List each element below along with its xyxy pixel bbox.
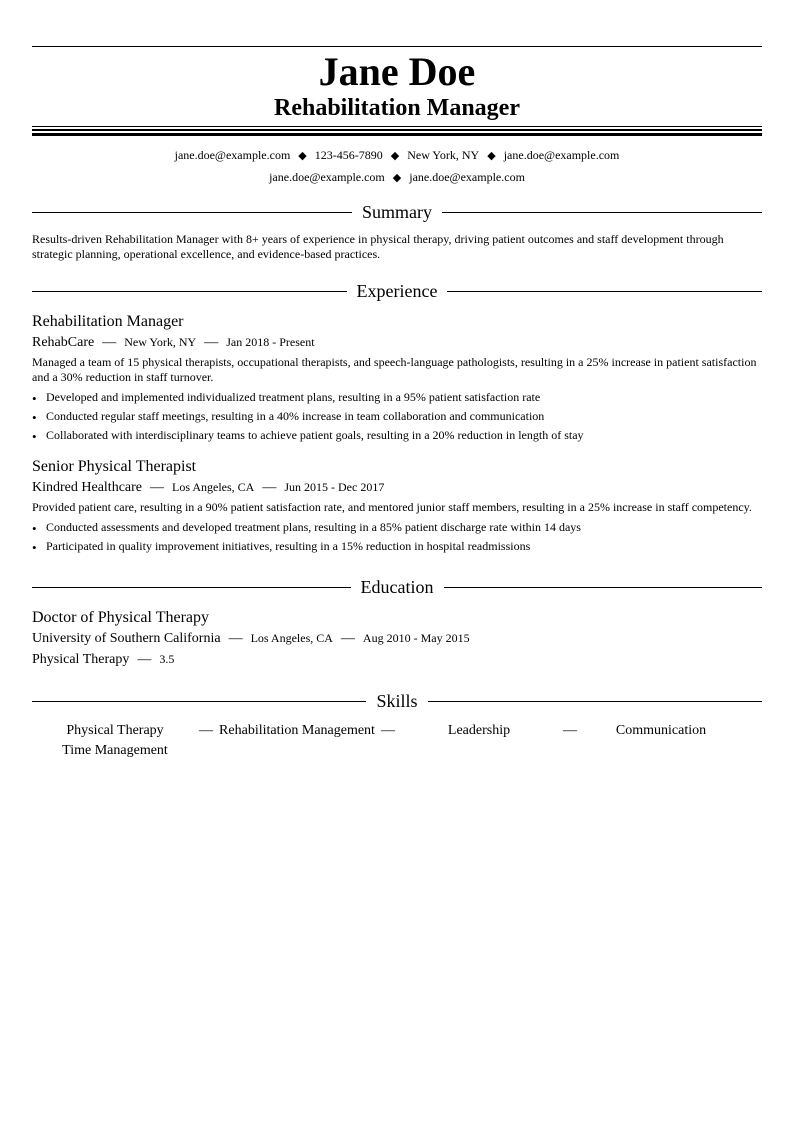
resume-page xyxy=(32,46,762,761)
contact-phone[interactable]: 123-456-7890 xyxy=(314,148,383,162)
dash-separator: — xyxy=(340,631,355,646)
job-title: Rehabilitation Manager xyxy=(32,313,184,330)
skill-item: Communication xyxy=(615,723,707,738)
candidate-name: Jane Doe xyxy=(318,49,476,94)
job-location: New York, NY xyxy=(124,335,197,349)
job-company: RehabCare xyxy=(32,335,95,350)
skill-item: Rehabilitation Management xyxy=(219,723,375,738)
section-title-education: Education xyxy=(360,577,434,597)
experience-entry xyxy=(32,312,762,445)
diamond-icon: ◆ xyxy=(390,150,400,162)
contact-email[interactable]: jane.doe@example.com xyxy=(409,170,525,184)
divider xyxy=(32,212,352,213)
job-bullets xyxy=(32,388,762,445)
list-item: • Participated in quality improvement initiatives, resulting in a 15% reduction in hospital readmissions xyxy=(32,537,762,556)
job-title: Senior Physical Therapist xyxy=(32,458,197,475)
candidate-role: Rehabilitation Manager xyxy=(274,95,520,121)
experience-entry xyxy=(32,457,762,556)
skill-item: Time Management xyxy=(62,743,168,758)
header-rule-thin xyxy=(32,126,762,127)
job-description: Managed a team of 15 physical therapists, occupational therapists, and speech-language pathologists, resulting in a 25% increase in patient satisfaction and a 30% reduction in staff turnover. xyxy=(32,355,757,384)
section-header-education xyxy=(32,576,762,598)
section-title-summary: Summary xyxy=(362,202,432,222)
divider xyxy=(32,587,351,588)
section-header-experience xyxy=(32,280,762,302)
contact-block xyxy=(32,145,762,189)
header-rule-thick xyxy=(32,133,762,136)
education-gpa: 3.5 xyxy=(159,652,175,666)
job-company: Kindred Healthcare xyxy=(32,480,142,495)
contact-line-2 xyxy=(32,167,762,189)
job-location: Los Angeles, CA xyxy=(172,480,255,494)
education-meta xyxy=(32,628,762,649)
dash-separator: — xyxy=(381,723,395,738)
school-location: Los Angeles, CA xyxy=(250,631,333,645)
section-header-skills xyxy=(32,690,762,712)
job-dates: Jan 2018 - Present xyxy=(226,335,315,349)
skill-item: Leadership xyxy=(447,723,511,738)
dash-separator: — xyxy=(563,723,577,738)
job-meta xyxy=(32,332,762,353)
contact-location: New York, NY xyxy=(407,148,480,162)
divider xyxy=(442,212,762,213)
summary-text: Results-driven Rehabilitation Manager with 8+ years of experience in physical therapy, driving patient outcomes and staff development through strategic planning, operational excellence, and evidence-based practices. xyxy=(32,232,724,261)
section-header-summary xyxy=(32,201,762,223)
divider xyxy=(447,291,762,292)
divider xyxy=(32,701,366,702)
dash-separator: — xyxy=(150,480,164,495)
dash-separator: — xyxy=(204,335,219,350)
dash-separator: — xyxy=(228,631,243,646)
header-top-rule xyxy=(32,46,762,47)
skill-item: Physical Therapy xyxy=(66,723,164,738)
degree-title: Doctor of Physical Therapy xyxy=(32,609,209,626)
divider xyxy=(428,701,762,702)
job-dates: Jun 2015 - Dec 2017 xyxy=(284,480,385,494)
dash-separator: — xyxy=(102,335,117,350)
divider xyxy=(444,587,763,588)
dash-separator: — xyxy=(137,652,152,667)
education-dates: Aug 2010 - May 2015 xyxy=(362,631,470,645)
section-title-experience: Experience xyxy=(356,281,438,301)
list-item: • Conducted regular staff meetings, resulting in a 40% increase in team collaboration and communication xyxy=(32,407,762,426)
dash-separator: — xyxy=(262,480,277,495)
diamond-icon: ◆ xyxy=(487,150,496,162)
contact-line-1 xyxy=(32,145,762,167)
diamond-icon: ◆ xyxy=(392,172,402,184)
list-item: • Collaborated with interdisciplinary teams to achieve patient goals, resulting in a 20% reduction in length of stay xyxy=(32,426,762,445)
dash-separator: — xyxy=(199,723,213,738)
diamond-icon: ◆ xyxy=(298,150,307,162)
skills-list xyxy=(32,721,762,761)
school-name: University of Southern California xyxy=(32,631,221,646)
job-meta xyxy=(32,477,762,498)
contact-email[interactable]: jane.doe@example.com xyxy=(174,148,291,162)
education-field-row xyxy=(32,649,762,670)
list-item: • Developed and implemented individualized treatment plans, resulting in a 95% patient satisfaction rate xyxy=(32,388,762,407)
divider xyxy=(32,291,347,292)
contact-email[interactable]: jane.doe@example.com xyxy=(503,148,620,162)
education-entry xyxy=(32,608,762,670)
contact-email[interactable]: jane.doe@example.com xyxy=(269,170,385,184)
section-title-skills: Skills xyxy=(376,691,418,711)
education-field: Physical Therapy xyxy=(32,652,130,667)
job-bullets xyxy=(32,518,762,556)
list-item: • Conducted assessments and developed treatment plans, resulting in a 85% patient discharge rate within 14 days xyxy=(32,518,762,537)
job-description: Provided patient care, resulting in a 90% patient satisfaction rate, and mentored junior staff members, resulting in a 25% increase in staff competency. xyxy=(32,500,752,514)
header-rule-mid xyxy=(32,129,762,131)
